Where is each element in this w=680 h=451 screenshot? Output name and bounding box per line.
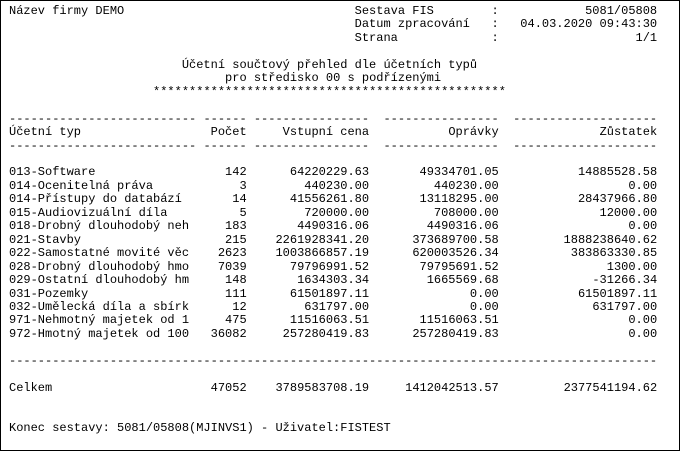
report-line [9,31,657,45]
cell-depreciation: 0.00 [469,299,499,314]
report-line [9,85,506,99]
table-row [9,192,657,206]
total-count: 47052 [210,380,247,395]
cell-depreciation: 11516063.51 [419,313,499,328]
cell-input: 1003866857.19 [275,246,370,261]
cell-input: 257280419.83 [282,326,370,341]
cell-balance: 1888238640.62 [563,232,658,247]
cell-balance: 1300.00 [606,259,658,274]
cell-type: 014-Přístupy do databází [9,192,182,207]
meta-label: Datum zpracování [354,17,470,32]
cell-count: 3 [239,178,247,193]
table-row [9,179,657,193]
cell-depreciation: 79795691.52 [419,259,499,274]
cell-count: 7039 [217,259,247,274]
cell-count: 111 [225,286,247,301]
cell-balance: 631797.00 [592,299,658,314]
cell-depreciation: 0.00 [469,286,499,301]
report-subtitle: pro středisko 00 s podřízenými [225,71,442,86]
cell-input: 64220229.63 [289,165,370,180]
report-line [9,4,657,18]
report-line [9,71,441,85]
report-line [9,17,657,31]
report-body [9,5,657,436]
title-underline: ************************************************* [153,84,506,99]
meta-value: 1/1 [635,30,658,45]
cell-type: 013-Software [9,165,96,180]
cell-depreciation: 440230.00 [433,178,499,193]
cell-depreciation: 1665569.68 [426,273,499,288]
company-name: Název firmy DEMO [9,4,125,18]
column-header: Vstupní cena [282,125,370,140]
cell-count: 36082 [210,326,247,341]
cell-depreciation: 13118295.00 [419,192,499,207]
report-title: Účetní součtový přehled dle účetních typů [181,57,478,72]
cell-type: 032-Umělecká díla a sbírk [9,299,190,314]
cell-depreciation: 708000.00 [433,205,499,220]
table-row [9,287,657,301]
cell-input: 720000.00 [304,205,370,220]
cell-balance: 383863330.85 [570,246,658,261]
total-balance: 2377541194.62 [563,380,658,395]
cell-type: 022-Samostatné movité věc [9,246,190,261]
column-header: Počet [210,125,247,140]
cell-count: 142 [225,165,247,180]
cell-type: 031-Pozemky [9,286,89,301]
cell-type: 015-Audiovizuální díla [9,205,168,220]
cell-depreciation: 620003526.34 [412,246,499,261]
cell-count: 148 [225,273,247,288]
cell-count: 183 [225,219,247,234]
table-row [9,327,657,341]
meta-label: Strana [354,30,398,45]
cell-count: 12 [232,299,247,314]
report-line [9,58,477,72]
cell-count: 5 [239,205,247,220]
cell-type: 028-Drobný dlouhodobý hmo [9,259,190,274]
table-row [9,165,657,179]
cell-input: 440230.00 [304,178,370,193]
column-header: Oprávky [448,125,499,140]
table-row [9,206,657,220]
cell-balance: 0.00 [628,178,658,193]
cell-type: 971-Nehmotný majetek od 1 [9,313,190,328]
cell-input: 41556261.80 [289,192,370,207]
cell-input: 1634303.34 [297,273,370,288]
cell-balance: 0.00 [628,313,658,328]
report-line [9,421,391,435]
meta-separator: : [491,17,499,32]
cell-count: 215 [225,232,247,247]
cell-balance: 14885528.58 [577,165,658,180]
total-depreciation: 1412042513.57 [405,380,499,395]
meta-separator: : [491,4,499,18]
cell-type: 021-Stavby [9,232,82,247]
cell-input: 631797.00 [304,299,370,314]
cell-type: 018-Drobný dlouhodobý neh [9,219,190,234]
cell-input: 2261928341.20 [275,232,370,247]
cell-count: 475 [225,313,247,328]
cell-balance: -31266.34 [592,273,658,288]
cell-depreciation: 257280419.83 [412,326,499,341]
table-row [9,246,657,260]
cell-input: 61501897.11 [289,286,370,301]
table-row [9,300,657,314]
cell-depreciation: 373689700.58 [412,232,499,247]
cell-type: 972-Hmotný majetek od 100 [9,326,190,341]
cell-type: 014-Ocenitelná práva [9,178,154,193]
cell-input: 79796991.52 [289,259,370,274]
table-rule: -------------------------- ------ ---------------- ---------------- -------------------- [9,111,658,126]
column-header: Účetní typ [9,125,82,140]
report-footer: Konec sestavy: 5081/05808(MJINVS1) - Uživatel:FISTEST [9,421,391,436]
cell-count: 14 [232,192,247,207]
cell-depreciation: 49334701.05 [419,165,499,180]
meta-value: 5081/05808 [585,4,658,18]
cell-type: 029-Ostatní dlouhodobý hm [9,273,190,288]
total-row [9,381,657,395]
table-row [9,260,657,274]
meta-value: 04.03.2020 09:43:30 [520,17,658,32]
table-row [9,313,657,327]
total-label: Celkem [9,380,53,395]
cell-input: 11516063.51 [289,313,370,328]
cell-balance: 0.00 [628,219,658,234]
cell-input: 4490316.06 [297,219,370,234]
total-rule: ------------------------------------------------------------------------------------------ [9,353,658,368]
meta-label: Sestava FIS [354,4,434,18]
cell-balance: 0.00 [628,326,658,341]
cell-count: 2623 [217,246,247,261]
table-row [9,219,657,233]
table-rule: -------------------------- ------ ---------------- ---------------- -------------------- [9,138,658,153]
meta-separator: : [491,30,499,45]
cell-balance: 28437966.80 [577,192,658,207]
cell-balance: 61501897.11 [577,286,658,301]
total-input: 3789583708.19 [275,380,370,395]
table-row [9,273,657,287]
cell-depreciation: 4490316.06 [426,219,499,234]
table-header-row [9,125,657,139]
table-row [9,233,657,247]
cell-balance: 12000.00 [599,205,658,220]
column-header: Zůstatek [599,125,658,140]
